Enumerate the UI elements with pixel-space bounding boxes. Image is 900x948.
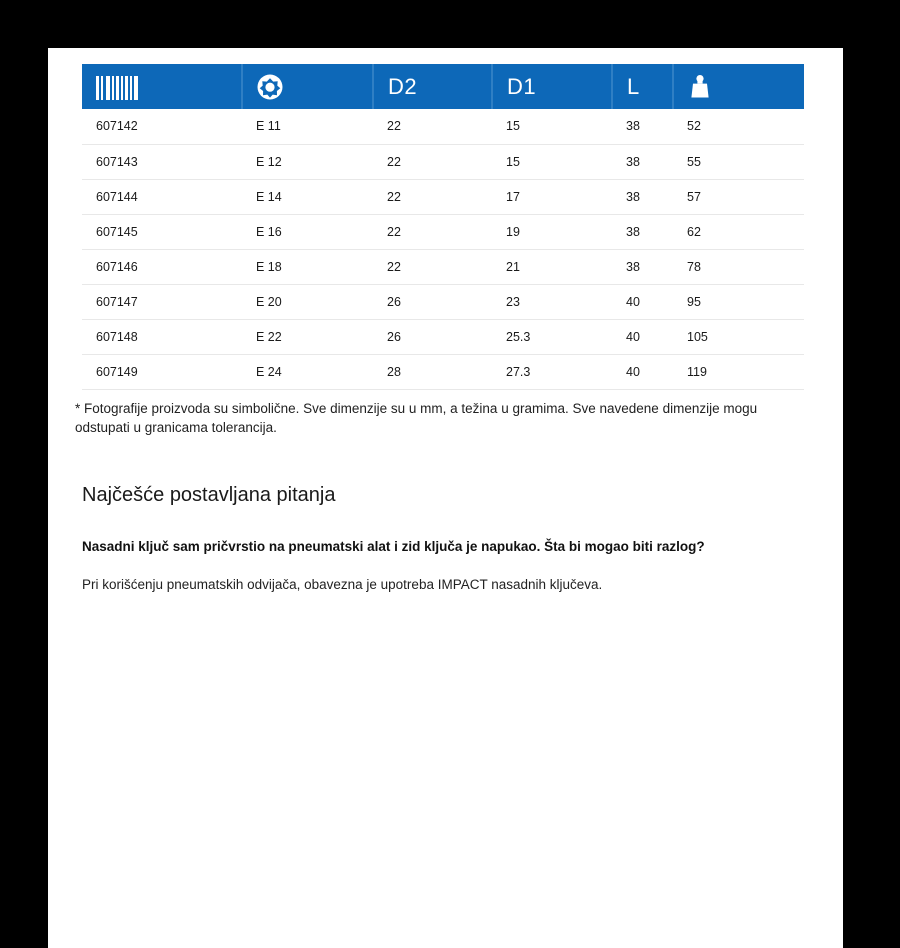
table-header bbox=[82, 64, 804, 109]
cell-d2: 22 bbox=[373, 179, 492, 214]
table-body bbox=[82, 109, 804, 389]
cell-weight: 119 bbox=[673, 354, 804, 389]
cell-profile: E 24 bbox=[242, 354, 373, 389]
cell-l: 38 bbox=[612, 179, 673, 214]
cell-weight: 57 bbox=[673, 179, 804, 214]
cell-d1: 25.3 bbox=[492, 319, 612, 354]
column-header-code bbox=[82, 64, 242, 109]
weight-icon bbox=[688, 74, 712, 100]
document-page bbox=[48, 48, 843, 948]
cell-code: 607147 bbox=[82, 284, 242, 319]
cell-profile: E 20 bbox=[242, 284, 373, 319]
cell-l: 38 bbox=[612, 214, 673, 249]
column-header-d1: D1 bbox=[492, 64, 612, 109]
footnote bbox=[75, 400, 785, 437]
cell-code: 607149 bbox=[82, 354, 242, 389]
table-row bbox=[82, 354, 804, 389]
cell-l: 40 bbox=[612, 319, 673, 354]
cell-d1: 21 bbox=[492, 249, 612, 284]
cell-d2: 22 bbox=[373, 144, 492, 179]
cell-l: 40 bbox=[612, 354, 673, 389]
cell-code: 607142 bbox=[82, 109, 242, 144]
cell-weight: 52 bbox=[673, 109, 804, 144]
footnote-line-2: dimenzije mogu odstupati u granicama tolerancija. bbox=[75, 401, 758, 435]
table-header-row bbox=[82, 64, 804, 109]
cell-d1: 15 bbox=[492, 109, 612, 144]
cell-d1: 23 bbox=[492, 284, 612, 319]
torx-socket-icon bbox=[257, 74, 283, 100]
table-row bbox=[82, 214, 804, 249]
cell-l: 40 bbox=[612, 284, 673, 319]
column-header-profile bbox=[242, 64, 373, 109]
column-header-d2: D2 bbox=[373, 64, 492, 109]
faq-answer: Pri korišćenju pneumatskih odvijača, obavezna je upotreba IMPACT nasadnih ključeva. bbox=[82, 577, 603, 592]
cell-profile: E 22 bbox=[242, 319, 373, 354]
faq-section-title: Najčešće postavljana pitanja bbox=[82, 484, 336, 506]
cell-code: 607148 bbox=[82, 319, 242, 354]
table-row bbox=[82, 284, 804, 319]
product-specification-table bbox=[82, 64, 804, 390]
cell-profile: E 14 bbox=[242, 179, 373, 214]
cell-weight: 55 bbox=[673, 144, 804, 179]
cell-l: 38 bbox=[612, 109, 673, 144]
table-row bbox=[82, 179, 804, 214]
cell-code: 607143 bbox=[82, 144, 242, 179]
cell-profile: E 12 bbox=[242, 144, 373, 179]
cell-code: 607144 bbox=[82, 179, 242, 214]
cell-d2: 22 bbox=[373, 214, 492, 249]
cell-d2: 22 bbox=[373, 249, 492, 284]
footnote-line-1: * Fotografije proizvoda su simbolične. Sve dimenzije su u mm, a težina u gramima. Sve navedene bbox=[75, 401, 659, 416]
table-row bbox=[82, 249, 804, 284]
cell-d1: 19 bbox=[492, 214, 612, 249]
cell-d2: 22 bbox=[373, 109, 492, 144]
cell-profile: E 16 bbox=[242, 214, 373, 249]
cell-d2: 26 bbox=[373, 284, 492, 319]
faq-question: Nasadni ključ sam pričvrstio na pneumatski alat i zid ključa je napukao. Šta bi mogao biti razlog? bbox=[82, 539, 705, 554]
cell-weight: 78 bbox=[673, 249, 804, 284]
table-row bbox=[82, 319, 804, 354]
barcode-icon bbox=[96, 76, 140, 100]
cell-profile: E 11 bbox=[242, 109, 373, 144]
cell-weight: 62 bbox=[673, 214, 804, 249]
cell-l: 38 bbox=[612, 249, 673, 284]
cell-profile: E 18 bbox=[242, 249, 373, 284]
cell-d1: 27.3 bbox=[492, 354, 612, 389]
cell-code: 607146 bbox=[82, 249, 242, 284]
cell-d2: 26 bbox=[373, 319, 492, 354]
cell-code: 607145 bbox=[82, 214, 242, 249]
cell-d1: 17 bbox=[492, 179, 612, 214]
column-header-l: L bbox=[612, 64, 673, 109]
cell-d1: 15 bbox=[492, 144, 612, 179]
cell-d2: 28 bbox=[373, 354, 492, 389]
cell-weight: 105 bbox=[673, 319, 804, 354]
table-row bbox=[82, 144, 804, 179]
cell-weight: 95 bbox=[673, 284, 804, 319]
table-row bbox=[82, 109, 804, 144]
column-header-weight bbox=[673, 64, 804, 109]
cell-l: 38 bbox=[612, 144, 673, 179]
